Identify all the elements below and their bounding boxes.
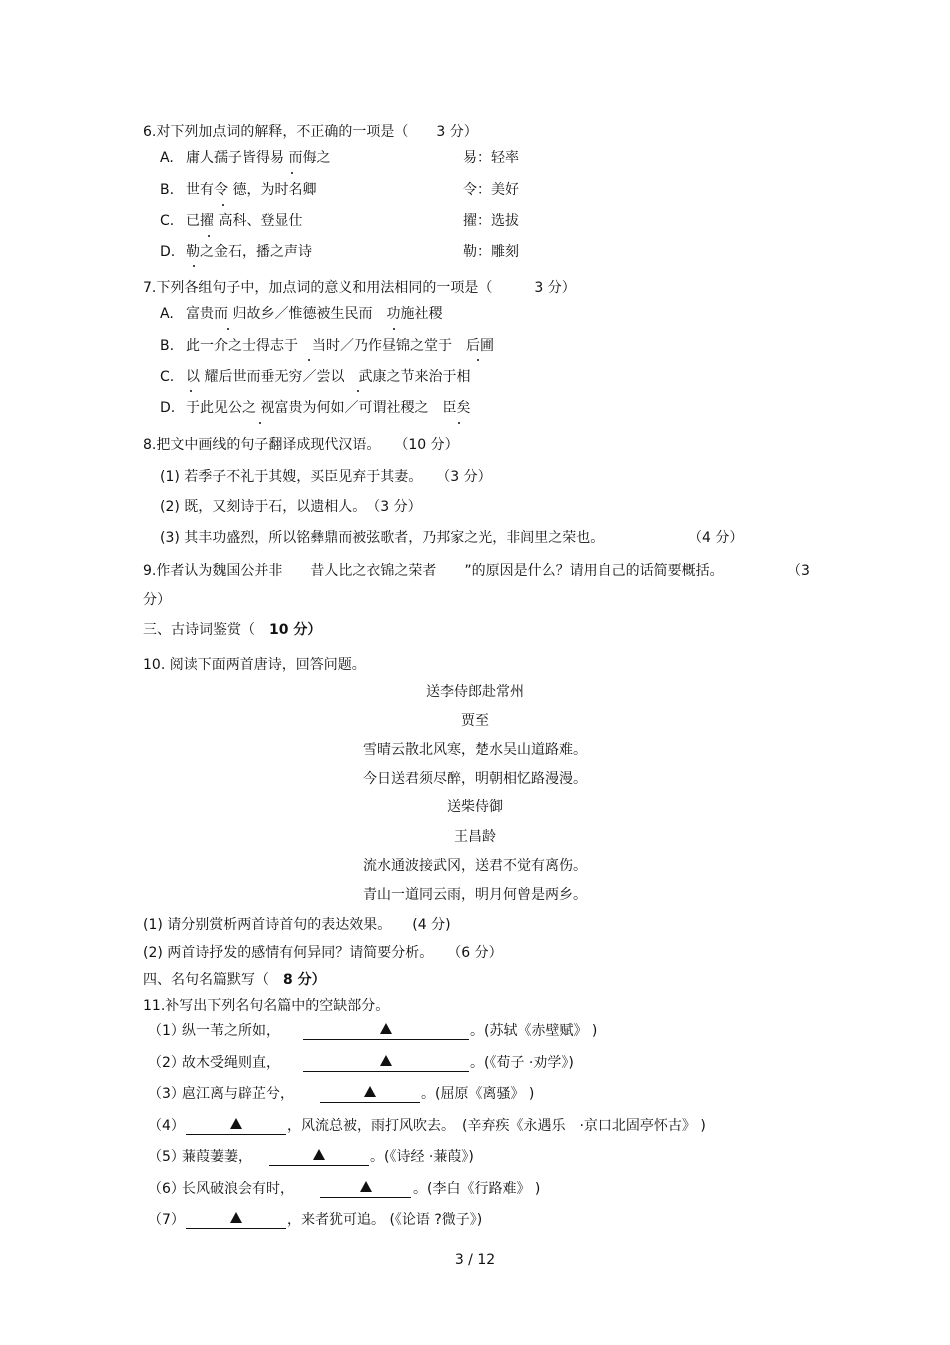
q8-item-2: (2) 既，又刻诗于石，以遗相人。 （3 分） <box>160 499 422 515</box>
answer-blank[interactable] <box>269 1147 369 1166</box>
emphasis-dot <box>291 172 293 174</box>
q9-line-2: 分） <box>143 592 171 608</box>
q6-option-c-text: 已擢 高科、登显仕 <box>186 213 303 229</box>
section-3-prefix: 三、古诗词鉴赏（ <box>143 622 269 638</box>
poem-1-title: 送李侍郎赴常州 <box>426 684 524 700</box>
poem-2-title: 送柴侍御 <box>447 799 503 815</box>
triangle-icon <box>380 1023 392 1034</box>
triangle-icon <box>313 1149 325 1160</box>
q8-item-3-score: （4 分） <box>688 530 744 546</box>
q11-item-2-pre: 故木受绳则直， <box>182 1055 280 1071</box>
q7-option-d-text: 于此见公之 视富贵为何如／可谓社稷之 臣矣 <box>186 400 471 416</box>
emphasis-dot <box>208 235 210 237</box>
poem-1-line-2: 今日送君须尽醉，明朝相忆路漫漫。 <box>363 771 587 787</box>
section-3-heading <box>143 620 321 640</box>
q6-option-b-label: B. <box>160 182 175 198</box>
emphasis-dot <box>308 359 310 361</box>
q11-item-6-pre: 长风破浪会有时， <box>182 1181 294 1197</box>
answer-blank[interactable] <box>303 1021 469 1040</box>
q11-item-4-num: （4） <box>148 1118 185 1134</box>
poem-2-line-2: 青山一道同云雨，明月何曾是两乡。 <box>363 887 587 903</box>
q7-option-c-text: 以 耀后世而垂无穷／尝以 武康之节来治于相 <box>186 369 471 385</box>
triangle-icon <box>364 1086 376 1097</box>
q9-line-1: 9.作者认为魏国公并非 昔人比之衣锦之荣者 ”的原因是什么？请用自己的话简要概括。 <box>143 563 724 579</box>
q6-stem: 6.对下列加点词的解释，不正确的一项是（ 3 分） <box>143 124 478 140</box>
q6-option-a-text: 庸人孺子皆得易 而侮之 <box>186 150 331 166</box>
q10-sub-2: (2) 两首诗抒发的感情有何异同？请简要分析。 （6 分） <box>143 945 503 961</box>
q11-item-3-num: （3） <box>148 1086 185 1102</box>
q11-item-5-pre: 蒹葭萋萋， <box>182 1149 252 1165</box>
q11-item-6-num: （6） <box>148 1181 185 1197</box>
q11-item-5-post: 。(《诗经 ·蒹葭》) <box>370 1149 474 1165</box>
q7-option-c-label: C. <box>160 369 175 385</box>
q7-option-a-text: 富贵而 归故乡／惟德被生民而 功施社稷 <box>186 306 443 322</box>
q11-item-5-num: （5） <box>148 1149 185 1165</box>
q11-item-1-pre: 纵一苇之所如， <box>182 1023 280 1039</box>
q6-option-d-text: 勒之金石，播之声诗 <box>186 244 312 260</box>
q7-option-a-label: A. <box>160 306 174 322</box>
q9-score-tail: （3 <box>787 563 810 579</box>
q11-item-1-num: （1） <box>148 1023 185 1039</box>
q10-sub-1: (1) 请分别赏析两首诗首句的表达效果。 (4 分) <box>143 917 451 933</box>
q11-item-7-post: ，来者犹可追。 (《论语 ?微子》) <box>287 1212 483 1228</box>
section-4-heading <box>143 970 326 990</box>
answer-blank[interactable] <box>186 1116 286 1135</box>
q8-item-3: (3) 其丰功盛烈，所以铭彝鼎而被弦歌者，乃邦家之光，非闾里之荣也。 <box>160 530 605 546</box>
page-number: 3 / 12 <box>454 1252 496 1268</box>
answer-blank[interactable] <box>186 1210 286 1229</box>
q11-item-3-post: 。(屈原《离骚》 ) <box>421 1086 535 1102</box>
answer-blank[interactable] <box>303 1053 469 1072</box>
answer-blank[interactable] <box>320 1084 420 1103</box>
q8-stem: 8.把文中画线的句子翻译成现代汉语。 （10 分） <box>143 437 459 453</box>
q6-option-b-text: 世有令 德，为时名卿 <box>186 182 317 198</box>
q6-option-d-gloss: 勒：雕刻 <box>463 244 519 260</box>
q7-option-d-label: D. <box>160 400 176 416</box>
q6-option-b-gloss: 令：美好 <box>463 182 519 198</box>
q7-option-b-text: 此一介之士得志于 当时／乃作昼锦之堂于 后圃 <box>186 338 494 354</box>
q6-option-a-label: A. <box>160 150 174 166</box>
q6-option-c-label: C. <box>160 213 175 229</box>
q6-option-c-gloss: 擢：选拔 <box>463 213 519 229</box>
section-4-points: 8 分） <box>283 972 326 988</box>
emphasis-dot <box>190 390 192 392</box>
section-3-points: 10 分） <box>269 622 322 638</box>
poem-2-author: 王昌龄 <box>454 829 496 845</box>
triangle-icon <box>230 1118 242 1129</box>
q11-item-3-pre: 扈江离与辟芷兮， <box>182 1086 294 1102</box>
q11-item-2-num: （2） <box>148 1055 185 1071</box>
q10-stem: 10. 阅读下面两首唐诗，回答问题。 <box>143 657 366 673</box>
q11-item-4-post: ，风流总被，雨打风吹去。 (辛弃疾《永遇乐 ·京口北固亭怀古》 ) <box>287 1118 706 1134</box>
poem-2-line-1: 流水通波接武冈，送君不觉有离伤。 <box>363 858 587 874</box>
emphasis-dot <box>227 328 229 330</box>
q11-item-2-post: 。(《荀子 ·劝学》) <box>470 1055 574 1071</box>
answer-blank[interactable] <box>320 1179 411 1198</box>
emphasis-dot <box>477 359 479 361</box>
q11-item-6-post: 。(李白《行路难》 ) <box>413 1181 541 1197</box>
poem-1-line-1: 雪晴云散北风寒，楚水吴山道路难。 <box>363 742 587 758</box>
emphasis-dot <box>458 422 460 424</box>
emphasis-dot <box>222 204 224 206</box>
emphasis-dot <box>259 422 261 424</box>
emphasis-dot <box>357 390 359 392</box>
triangle-icon <box>230 1212 242 1223</box>
q11-item-7-num: （7） <box>148 1212 185 1228</box>
q8-item-1: (1) 若季子不礼于其嫂，买臣见弃于其妻。 （3 分） <box>160 469 492 485</box>
triangle-icon <box>380 1055 392 1066</box>
q11-stem: 11.补写出下列名句名篇中的空缺部分。 <box>143 998 390 1014</box>
q11-item-1-post: 。(苏轼《赤壁赋》 ) <box>470 1023 598 1039</box>
poem-1-author: 贾至 <box>461 713 489 729</box>
q6-option-d-label: D. <box>160 244 176 260</box>
q7-stem: 7.下列各组句子中，加点词的意义和用法相同的一项是（ 3 分） <box>143 280 576 296</box>
q6-option-a-gloss: 易：轻率 <box>463 150 519 166</box>
triangle-icon <box>360 1181 372 1192</box>
emphasis-dot <box>193 265 195 267</box>
emphasis-dot <box>393 328 395 330</box>
q7-option-b-label: B. <box>160 338 175 354</box>
section-4-prefix: 四、名句名篇默写（ <box>143 972 283 988</box>
